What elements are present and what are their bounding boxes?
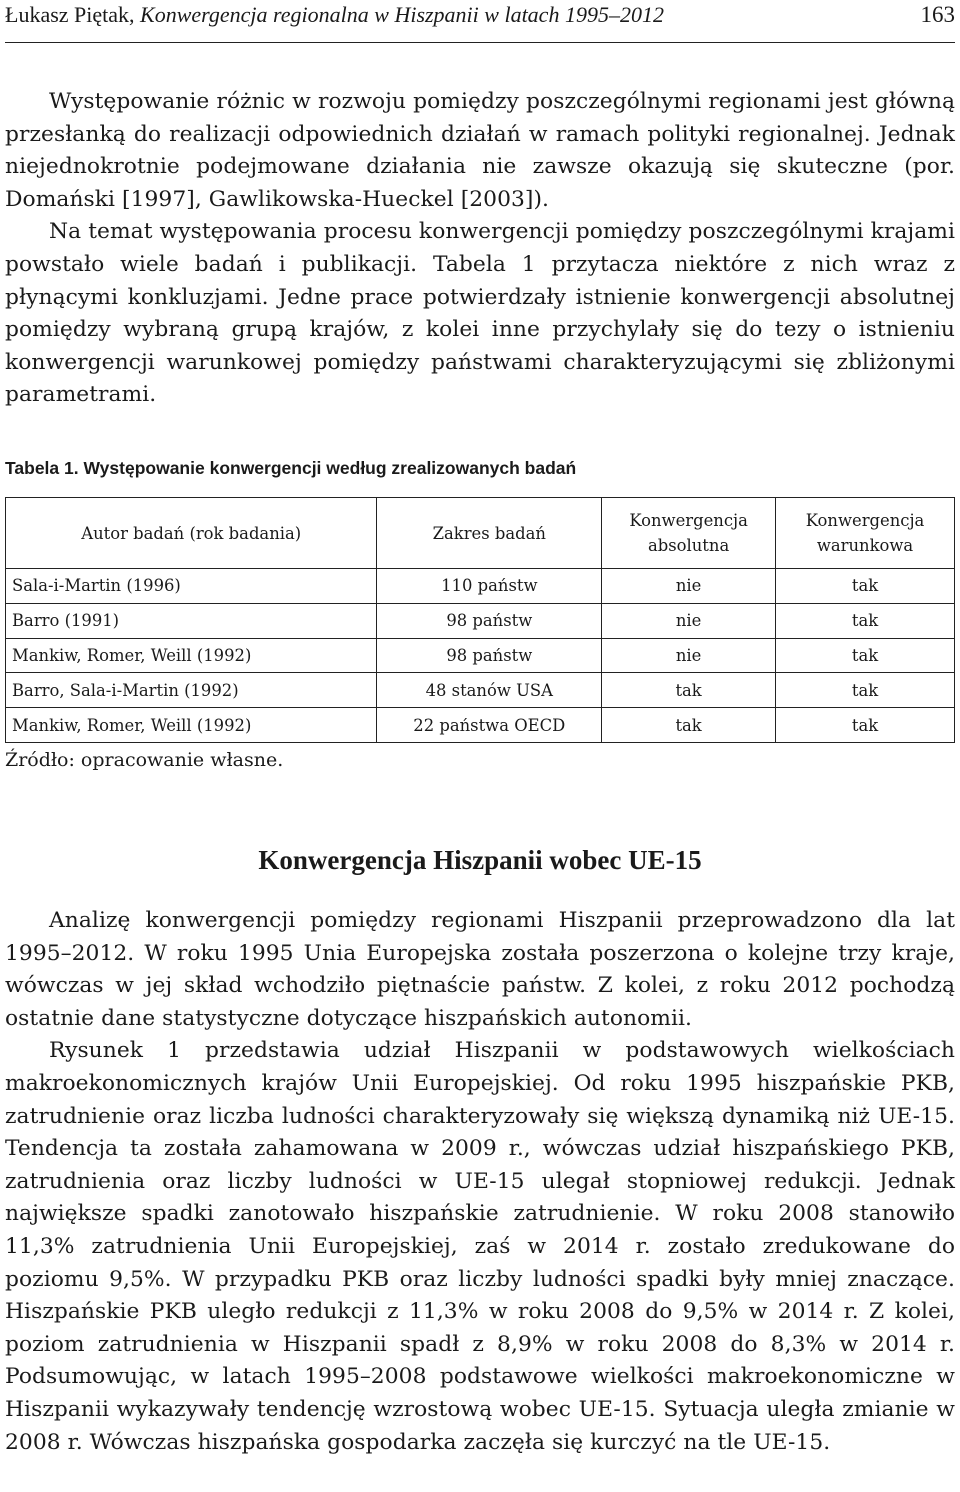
section-paragraph-1: Analizę konwergencji pomiędzy regionami Hiszpanii przeprowadzono dla lat 1995–2012. W roku 1995 Unia Europejska została poszerzona o kolejne trzy kraje, wówczas w jej skład wchodziło piętnaście państw. Z kolei, z roku 2012 pochodzą ostatnie dane statystyczne dotyczące hiszpańskich autonomii. (5, 908, 955, 1031)
table-row (6, 673, 955, 708)
cell-author: Barro (1991) (6, 603, 377, 638)
convergence-table (5, 497, 955, 743)
header-conditional-convergence: Konwergencja warunkowa (776, 498, 955, 569)
header-citation (5, 2, 664, 28)
cell-conditional: tak (776, 638, 955, 673)
header-title: Konwergencja regionalna w Hiszpanii w latach 1995–2012 (140, 2, 664, 27)
table-row (6, 638, 955, 673)
section-paragraph-2: Rysunek 1 przedstawia udział Hiszpanii w podstawowych wielkościach makroekonomicznych krajów Unii Europejskiej. Od roku 1995 hiszpańskie PKB, zatrudnienie oraz liczba ludności charakteryzowały się większą dynamiką niż UE-15. Tendencja ta została zahamowana w 2009 r., wówczas udział hiszpańskiego PKB, zatrudnienia oraz liczby ludności w UE-15 ulegał stopniowej redukcji. Jednak największe spadki zanotowało hiszpańskie zatrudnienie. W roku 2008 stanowiło 11,3% zatrudnienia Unii Europejskiej, zaś w 2014 r. zostało zredukowane do poziomu 9,5%. W przypadku PKB oraz liczby ludności spadki były mniej znaczące. Hiszpańskie PKB uległo redukcji z 11,3% w roku 2008 do 9,5% w 2014 r. Z kolei, poziom zatrudnienia w Hiszpanii spadł z 8,9% w roku 2008 do 8,3% w 2014 r. Podsumowując, w latach 1995–2008 podstawowe wielkości makroekonomiczne w Hiszpanii wykazywały tendencję wzrostową wobec UE-15. Sytuacja uległa zmianie w 2008 r. Wówczas hiszpańska gospodarka zaczęła się kurczyć na tle UE-15. (5, 1038, 955, 1455)
cell-conditional: tak (776, 673, 955, 708)
intro-paragraph-2: Na temat występowania procesu konwergencji pomiędzy poszczególnymi krajami powstało wiele badań i publikacji. Tabela 1 przytacza niektóre z nich wraz z płynącymi konkluzjami. Jedne prace potwierdzały istnienie konwergencji absolutnej pomiędzy wybraną grupą krajów, z kolei inne przychylały się do tezy o istnieniu konwergencji warunkowej pomiędzy państwami charakteryzującymi się zbliżonymi parametrami. (5, 219, 955, 408)
cell-scope: 98 państw (377, 603, 602, 638)
cell-conditional: tak (776, 569, 955, 604)
header-rule (5, 42, 955, 43)
intro-paragraph-1: Występowanie różnic w rozwoju pomiędzy poszczególnymi regionami jest główną przesłanką do realizacji odpowiednich działań w ramach polityki regionalnej. Jednak niejednokrotnie podejmowane działania nie zawsze okazują się skuteczne (por. Domański [1997], Gawlikowska-Hueckel [2003]). (5, 89, 955, 212)
cell-absolute: tak (602, 673, 776, 708)
cell-author: Barro, Sala-i-Martin (1992) (6, 673, 377, 708)
section-heading: Konwergencja Hiszpanii wobec UE-15 (258, 845, 702, 875)
header-absolute-convergence: Konwergencja absolutna (602, 498, 776, 569)
table-header-row (6, 498, 955, 569)
cell-conditional: tak (776, 603, 955, 638)
table-caption (5, 458, 955, 479)
cell-absolute: nie (602, 603, 776, 638)
table-row (6, 569, 955, 604)
page-number: 163 (920, 2, 955, 27)
cell-author: Mankiw, Romer, Weill (1992) (6, 708, 377, 743)
cell-absolute: nie (602, 638, 776, 673)
cell-absolute: nie (602, 569, 776, 604)
cell-author: Mankiw, Romer, Weill (1992) (6, 638, 377, 673)
table-source: Źródło: opracowanie własne. (5, 749, 284, 771)
header-scope: Zakres badań (377, 498, 602, 569)
cell-scope: 22 państwa OECD (377, 708, 602, 743)
section-body (5, 905, 955, 1459)
cell-author: Sala-i-Martin (1996) (6, 569, 377, 604)
table-row (6, 708, 955, 743)
cell-scope: 48 stanów USA (377, 673, 602, 708)
cell-conditional: tak (776, 708, 955, 743)
cell-scope: 98 państw (377, 638, 602, 673)
intro-section (5, 86, 955, 412)
header-author-year: Autor badań (rok badania) (6, 498, 377, 569)
cell-scope: 110 państw (377, 569, 602, 604)
table-caption-text: Występowanie konwergencji według zrealizowanych badań (83, 458, 577, 478)
table-row (6, 603, 955, 638)
header-author: Łukasz Piętak, (5, 2, 135, 27)
cell-absolute: tak (602, 708, 776, 743)
running-header (5, 2, 955, 42)
table-caption-prefix: Tabela 1. (5, 458, 79, 478)
